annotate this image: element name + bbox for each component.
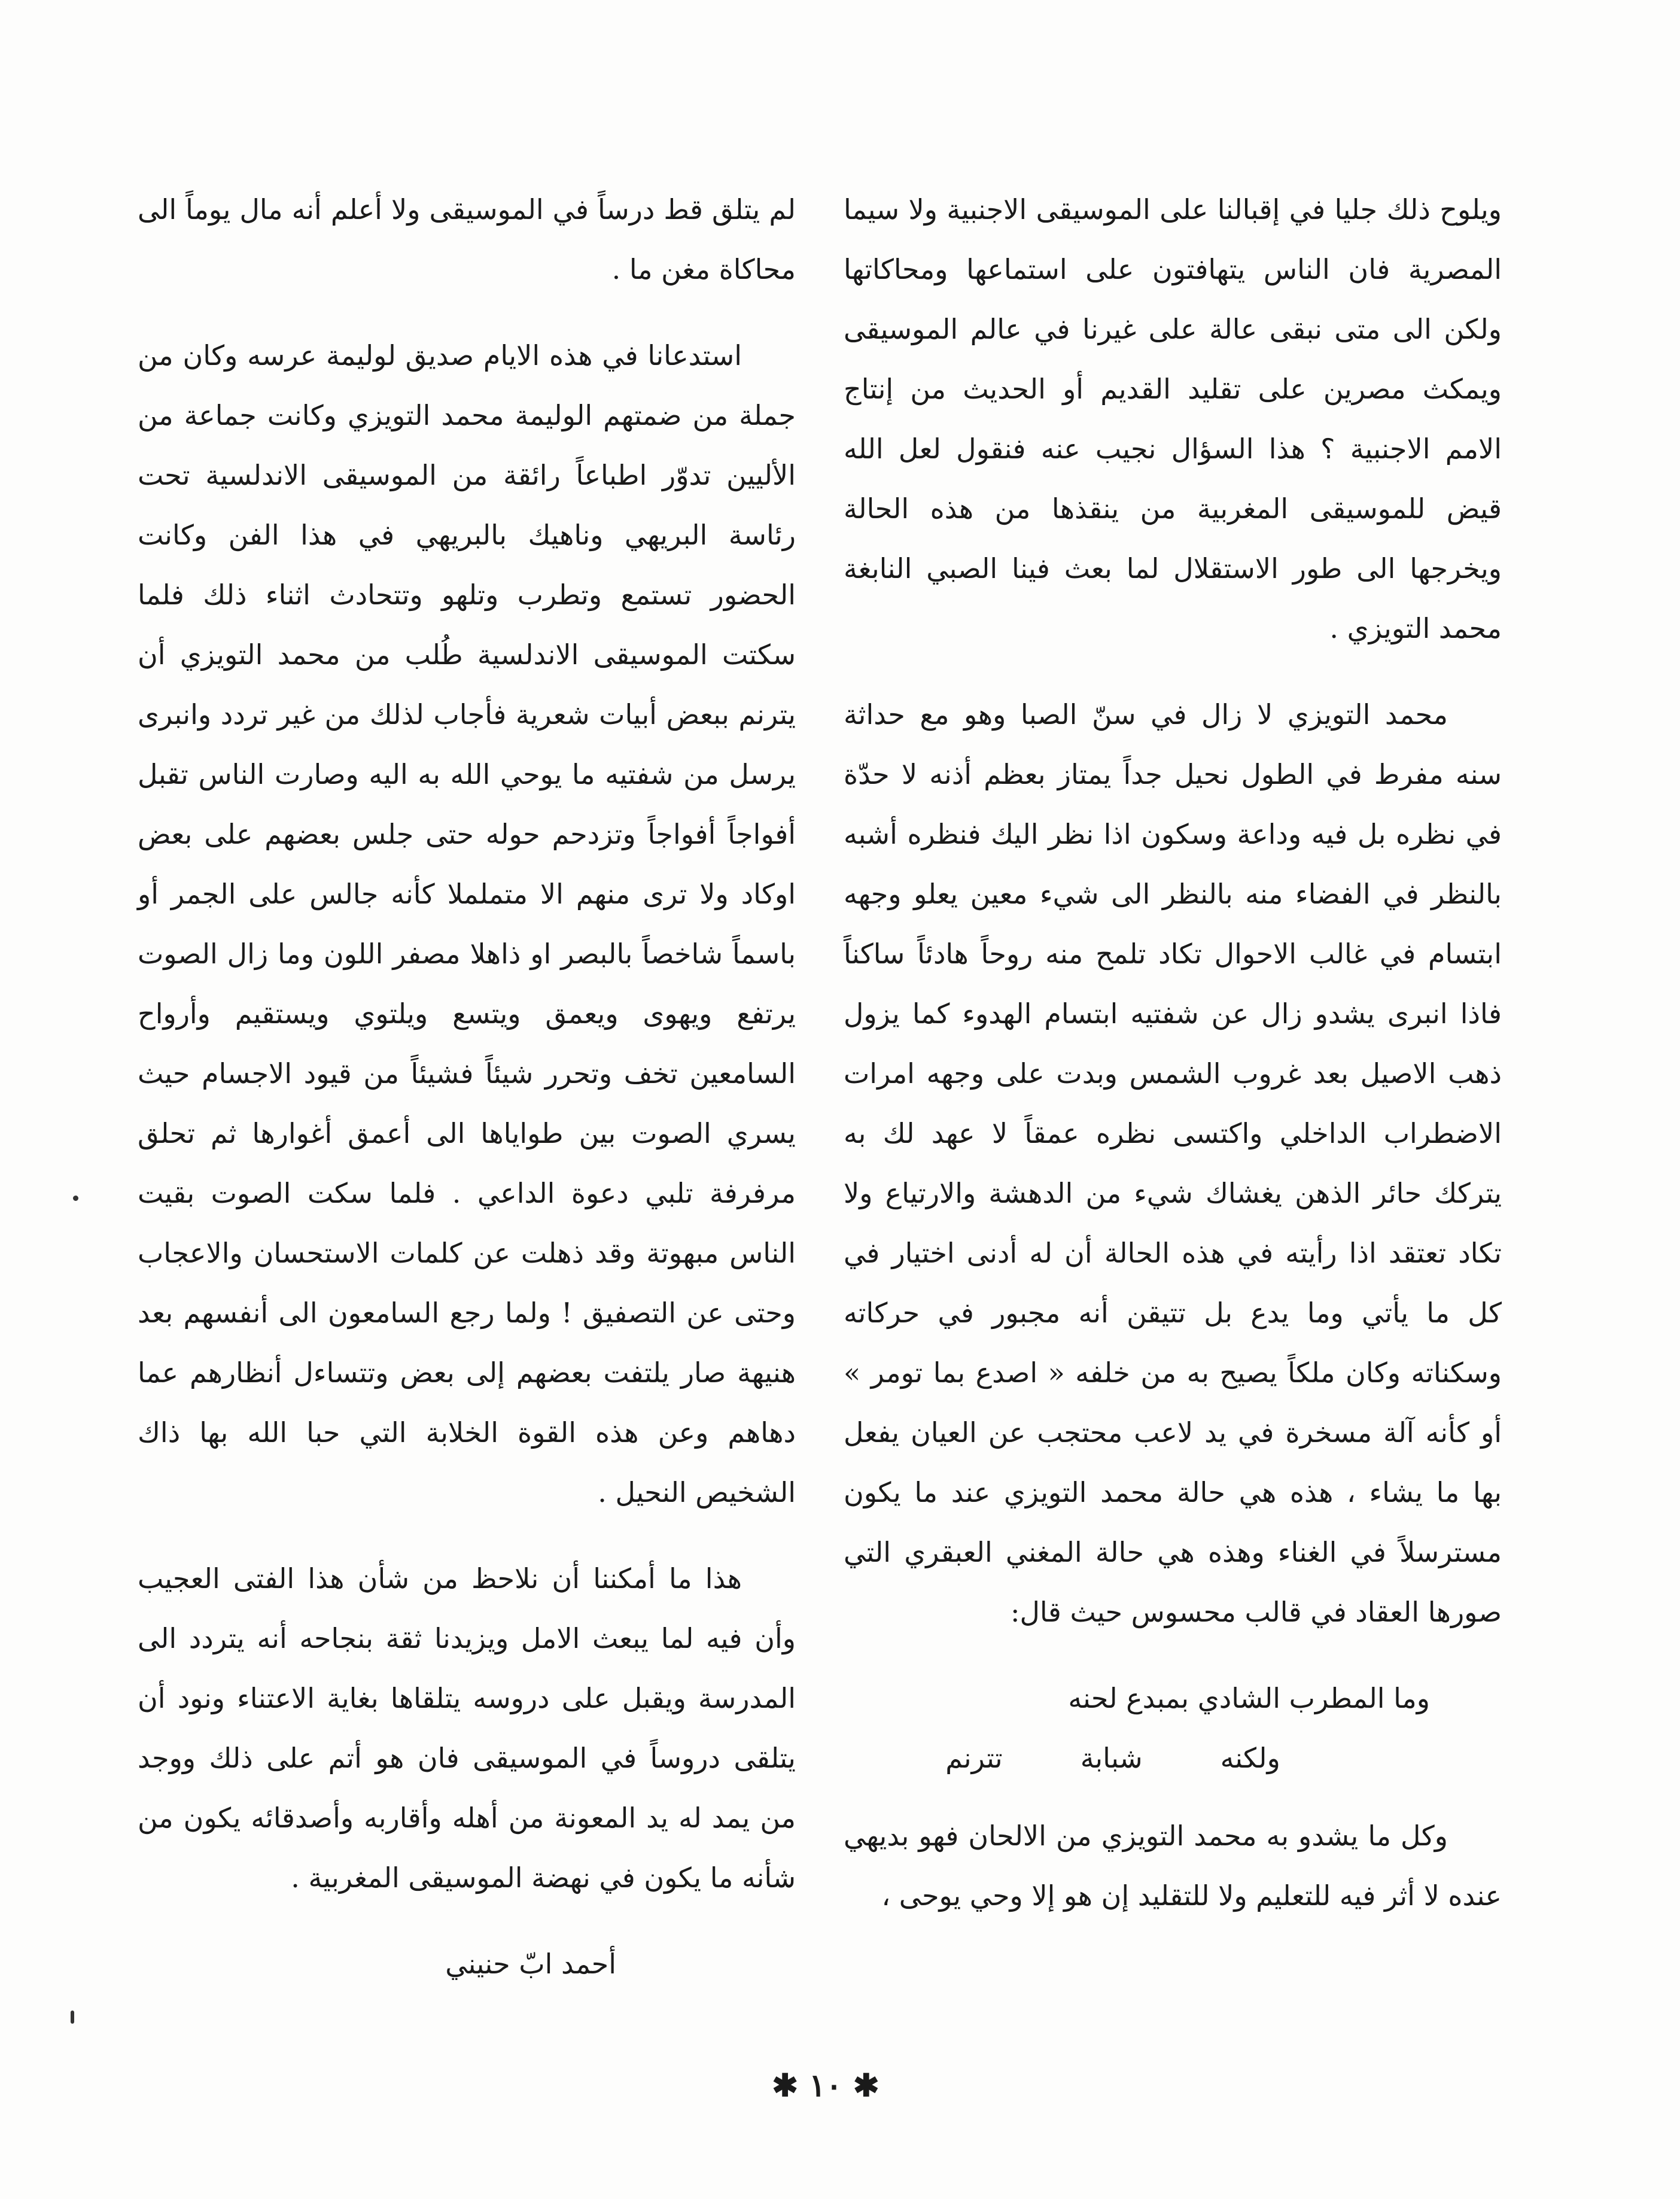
scan-speck <box>71 2011 74 2024</box>
paragraph: لم يتلق قط درساً في الموسيقى ولا أعلم أنه مال يوماً الى محاكاة مغن ما . <box>138 193 796 285</box>
paragraph: محمد التويزي لا زال في سنّ الصبا وهو مع حداثة سنه مفرط في الطول نحيل جداً يمتاز بعظم أذنه لا حدّة في نظره بل فيه وداعة وسكون اذا نظر اليك فنظره أشبه بالنظر في الفضاء منه بالنظر الى شيء معين يعلو وجهه ابتسام في غالب الاحوال تكاد تلمح منه روحاً هادئاً ساكناً فاذا انبرى يشدو زال عن شفتيه ابتسام الهدوء كما يزول ذهب الاصيل بعد غروب الشمس وبدت على وجهه امرات الاضطراب الداخلي واكتسى نظره عمقاً لا عهد لك به يتركك حائر الذهن يغشاك شيء من الدهشة والارتياع ولا تكاد تعتقد اذا رأيته في هذه الحالة أن له أدنى اختيار في كل ما يأتي وما يدع بل تتيقن أنه مجبور في حركاته وسكناته وكان ملكاً يصيح به من خلفه « اصدع بما تومر » أو كأنه آلة مسخرة في يد لاعب محتجب عن العيان يفعل بها ما يشاء ، هذه هي حالة محمد التويزي عند ما يكون مسترسلاً في الغناء وهذه هي حالة المغني العبقري التي صورها العقاد في قالب محسوس حيث قال: <box>844 698 1502 1628</box>
paragraph: وكل ما يشدو به محمد التويزي من الالحان فهو بديهي عنده لا أثر فيه للتعليم ولا للتقليد إن هو إلا وحي يوحى ، <box>844 1820 1502 1912</box>
paragraph: ويلوح ذلك جليا في إقبالنا على الموسيقى الاجنبية ولا سيما المصرية فان الناس يتهافتون على استماعها ومحاكاتها ولكن الى متى نبقى عالة على غيرنا في عالم الموسيقى ويمكث مصرين على تقليد القديم أو الحديث من إنتاج الامم الاجنبية ؟ هذا السؤال نجيب عنه فنقول لعل الله قيض للموسيقى المغربية من ينقذها من هذه الحالة ويخرجها الى طور الاستقلال لما بعث فينا الصبي النابغة محمد التويزي . <box>844 193 1502 644</box>
author-signature: أحمد ابّ حنيني <box>445 1948 616 1980</box>
poem-word: شبابة <box>1080 1742 1143 1774</box>
scan-speck <box>73 1196 78 1201</box>
poem-word: تترنم <box>945 1742 1003 1774</box>
poem-verse <box>844 1668 1502 1788</box>
poem-word: ولكنه <box>1220 1742 1280 1774</box>
paragraph: استدعانا في هذه الايام صديق لوليمة عرسه وكان من جملة من ضمتهم الوليمة محمد التويزي وكانت جماعة من الأليين تدوّر اطباعاً رائقة من الموسيقى الاندلسية تحت رئاسة البريهي وناهيك بالبريهي في هذا الفن وكانت الحضور تستمع وتطرب وتلهو وتتحادث اثناء ذلك فلما سكتت الموسيقى الاندلسية طُلب من محمد التويزي أن يترنم ببعض أبيات شعرية فأجاب لذلك من غير تردد وانبرى يرسل من شفتيه ما يوحي الله به اليه وصارت الناس تقبل أفواجاً أفواجاً وتزدحم حوله حتى جلس بعضهم على بعض اوكاد ولا ترى منهم الا متململا كأنه جالس على الجمر أو باسماً شاخصاً بالبصر او ذاهلا مصفر اللون وما زال الصوت يرتفع ويهوى ويعمق ويتسع ويلتوي ويستقيم وأرواح السامعين تخف وتحرر شيئاً فشيئاً من قيود الاجسام حيث يسري الصوت بين طواياها الى أعمق أغوارها ثم تحلق مرفرفة تلبي دعوة الداعي . فلما سكت الصوت بقيت الناس مبهوتة وقد ذهلت عن كلمات الاستحسان والاعجاب وحتى عن التصفيق ! ولما رجع السامعون الى أنفسهم بعد هنيهة صار يلتفت بعضهم إلى بعض وتتساءل أنظارهم عما دهاهم وعن هذه القوة الخلابة التي حبا الله بها ذاك الشخيص النحيل . <box>138 339 796 1508</box>
right-column <box>844 180 1502 1952</box>
paragraph: هذا ما أمكننا أن نلاحظ من شأن هذا الفتى العجيب وأن فيه لما يبعث الامل ويزيدنا ثقة بنجاحه أنه يتردد الى المدرسة ويقبل على دروسه يتلقاها بغاية الاعتناء ونود أن يتلقى دروساً في الموسيقى فان هو أتم على ذلك ووجد من يمد له يد المعونة من أهله وأقاربه وأصدقائه يكون من شأنه ما يكون في نهضة الموسيقى المغربية . <box>138 1562 796 1894</box>
poem-line-2 <box>844 1728 1502 1788</box>
left-column <box>138 180 796 1994</box>
poem-line-1: وما المطرب الشادي بمبدع لحنه <box>1068 1682 1430 1714</box>
page-number: ✱ ١٠ ✱ <box>772 2067 879 2104</box>
